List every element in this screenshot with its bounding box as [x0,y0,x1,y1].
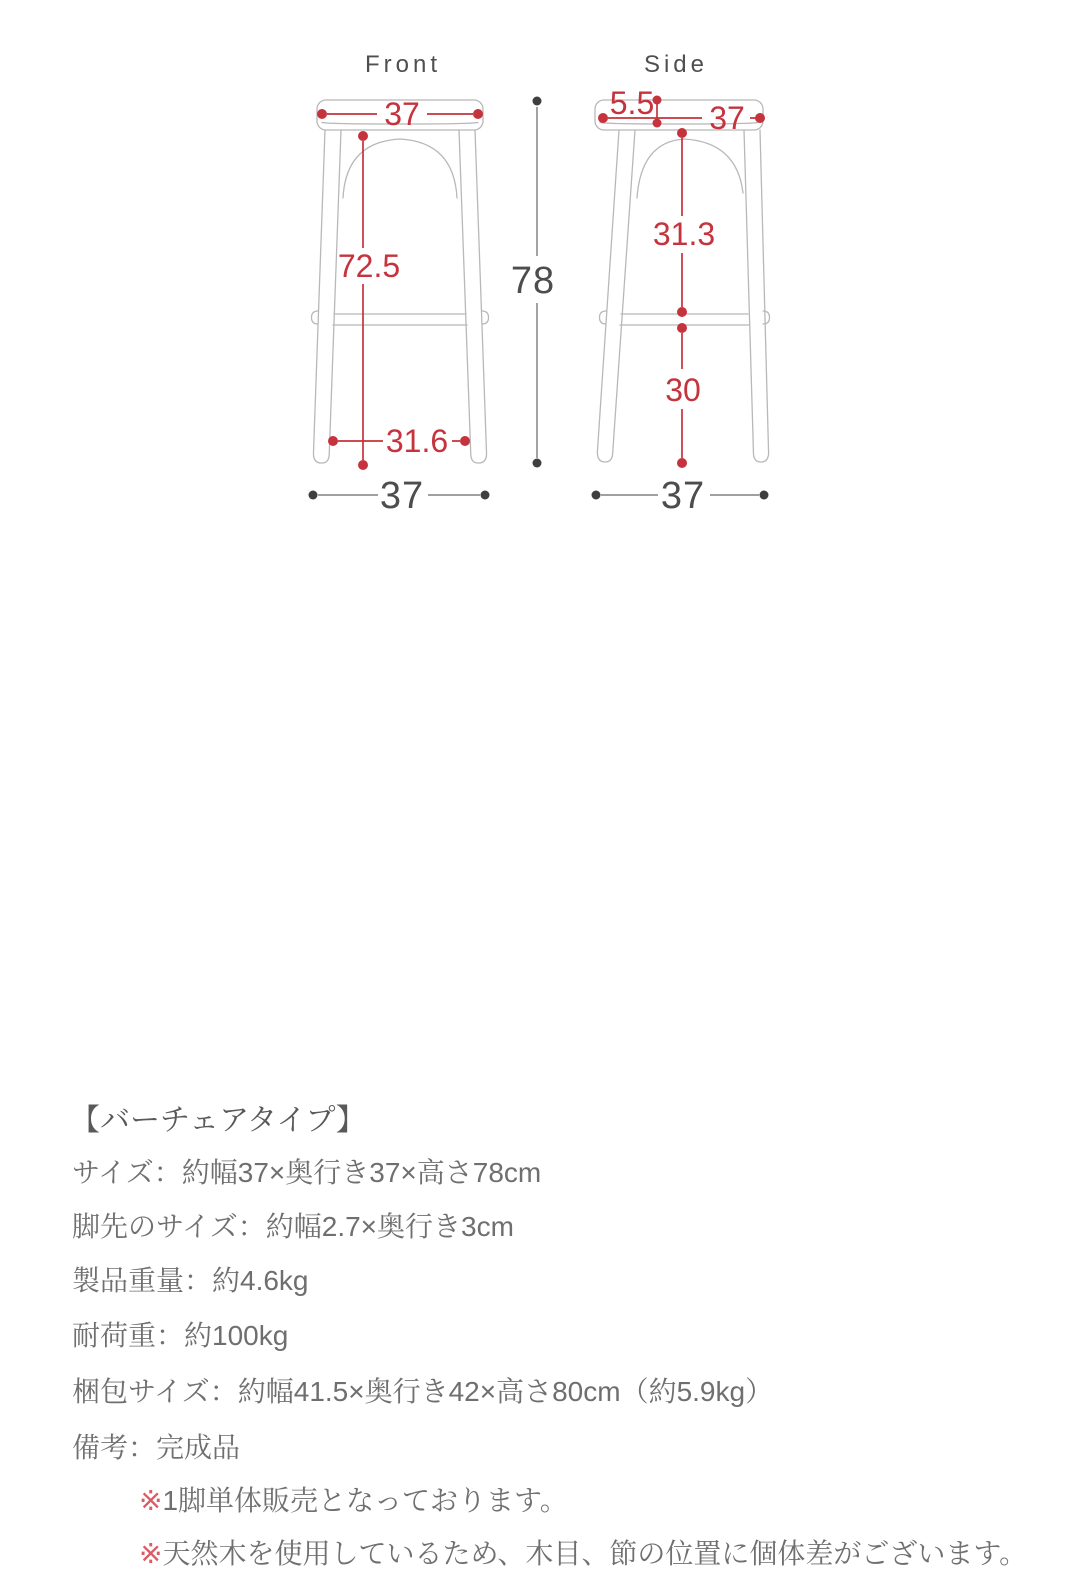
spec-line-size: サイズ：約幅37×奥行き37×高さ78cm [72,1157,542,1188]
spec-line-package-size: 梱包サイズ：約幅41.5×奥行き42×高さ80cm（約5.9kg） [72,1376,774,1407]
dimension-endpoint-dot [328,436,338,446]
front-footrest-right-peg [482,311,489,324]
dimension-label: 37 [709,100,745,136]
dimension-endpoint-dot [481,491,490,500]
front-left-leg [313,130,341,463]
dimension-diagram [0,0,1080,540]
dimension-label: 31.6 [385,423,449,459]
dimension-endpoint-dot [760,491,769,500]
side-upper-height-dimension [653,128,715,317]
front-seat-height-dimension [338,131,400,470]
dimension-label: 37 [660,475,706,517]
note-asterisk-marker: ※ [139,1538,163,1569]
spec-note-natural-wood [139,1539,1027,1570]
side-lower-height-dimension [665,323,701,468]
stool-dimension-drawing [0,0,1080,540]
spec-heading: 【バーチェアタイプ】 [70,1104,366,1137]
dimension-label: 37 [379,475,425,517]
overall-height-dimension [511,97,555,468]
spec-line-load-capacity: 耐荷重：約100kg [72,1320,289,1351]
dimension-endpoint-dot [358,460,368,470]
front-apron-arch [343,139,457,198]
dimension-label: 31.3 [652,216,716,252]
note-text: 1脚単体販売となっております。 [162,1485,568,1516]
side-footrest-left-peg [600,311,607,324]
dimension-endpoint-dot [309,491,318,500]
dimension-endpoint-dot [677,458,687,468]
side-left-leg [597,130,635,462]
spec-line-product-weight: 製品重量：約4.6kg [72,1265,309,1296]
front-seat-width-dimension [317,96,483,132]
note-text: 天然木を使用しているため、木目、節の位置に個体差がございます。 [162,1538,1028,1569]
front-foot-span-dimension [328,423,470,459]
dimension-endpoint-dot [755,113,765,123]
front-view-label: Front [364,51,442,78]
dimension-endpoint-dot [358,131,368,141]
side-view-label: Side [643,51,709,78]
dimension-label: 5.5 [609,85,655,121]
dimension-endpoint-dot [460,436,470,446]
dimension-endpoint-dot [473,109,483,119]
dimension-label: 72.5 [337,248,401,284]
dimension-label: 37 [384,96,420,132]
dimension-endpoint-dot [598,113,608,123]
front-base-width-dimension [309,475,490,517]
side-right-leg [744,130,769,462]
side-footrest-right-peg [763,311,770,324]
front-right-leg [459,130,487,463]
dimension-endpoint-dot [677,307,687,317]
spec-line-leg-tip-size: 脚先のサイズ：約幅2.7×奥行き3cm [72,1211,514,1242]
dimension-endpoint-dot [592,491,601,500]
dimension-label: 78 [510,260,556,302]
front-footrest-bar [333,314,467,325]
side-base-depth-dimension [592,475,769,517]
side-view [592,51,770,517]
spec-line-remarks: 備考：完成品 [72,1432,241,1463]
dimension-endpoint-dot [677,323,687,333]
dimension-endpoint-dot [533,459,542,468]
front-footrest-left-peg [312,311,319,324]
dimension-endpoint-dot [533,97,542,106]
side-seat-thickness-dimension [610,85,662,128]
spec-note-sold-individually [139,1486,568,1517]
dimension-label: 30 [665,372,701,408]
spec-text-block [0,540,1080,1569]
dimension-endpoint-dot [677,128,687,138]
front-view [309,51,490,517]
note-asterisk-marker: ※ [139,1485,163,1516]
side-apron-arch [637,139,743,198]
dimension-endpoint-dot [317,109,327,119]
